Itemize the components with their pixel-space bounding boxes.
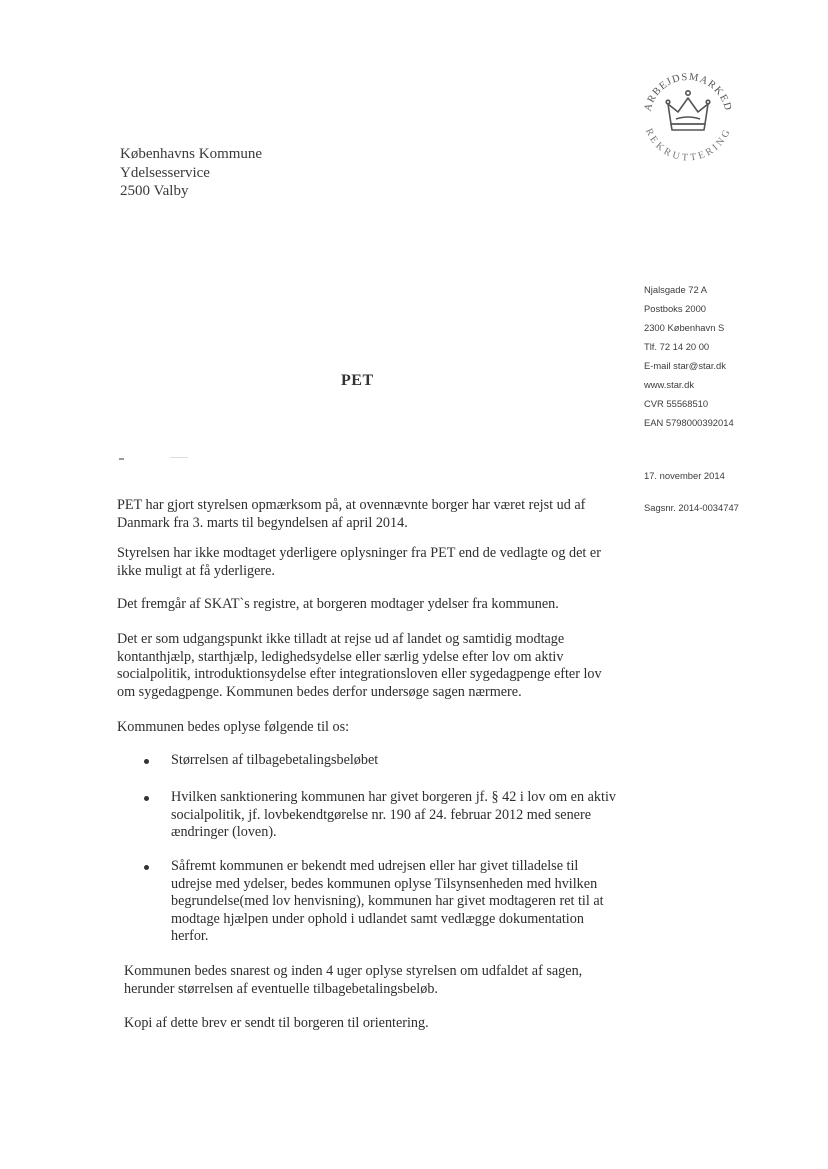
body-paragraph: Det fremgår af SKAT`s registre, at borgeren modtager ydelser fra kommunen. — [117, 596, 559, 612]
subject-title: PET — [341, 372, 374, 389]
body-paragraph: Det er som udgangspunkt ikke tilladt at rejse ud af landet og samtidig modtage kontanthjælp, starthjælp, ledighedsydelse eller særlig ydelse efter lov om aktiv socialpolitik, introduktionsydelse efter integrationsloven eller sygedagpenge efter lov om sygedagpenge. Kommunen bedes derfor undersøge sagen nærmere. — [117, 631, 602, 700]
body-paragraph: Styrelsen har ikke modtaget yderligere oplysninger fra PET end de vedlagte og det er ikke muligt at få yderligere. — [117, 545, 601, 579]
closing-paragraph: Kommunen bedes snarest og inden 4 uger oplyse styrelsen om udfaldet af sagen, herunder størrelsen af eventuelle tilbagebetalingsbeløb. — [124, 963, 583, 997]
scan-mark — [119, 458, 124, 460]
sender-email: E-mail star@star.dk — [644, 360, 726, 371]
recipient-city: 2500 Valby — [120, 183, 189, 199]
bullet-icon — [144, 865, 149, 870]
list-item-text: Størrelsen af tilbagebetalingsbeløbet — [171, 752, 379, 768]
svg-text:ARBEJDSMARKED — [643, 72, 734, 113]
sender-cvr: CVR 55568510 — [644, 398, 709, 409]
sender-phone: Tlf. 72 14 20 00 — [644, 341, 710, 352]
sender-city: 2300 København S — [644, 322, 725, 333]
case-number: Sagsnr. 2014-0034747 — [644, 502, 739, 513]
sender-ean: EAN 5798000392014 — [644, 417, 734, 428]
body-paragraph: PET har gjort styrelsen opmærksom på, at ovennævnte borger har været rejst ud af Danmark fra 3. marts til begyndelsen af april 2014. — [117, 497, 586, 531]
logo-text-bottom: REKRUTTERING — [642, 126, 734, 164]
bullet-icon — [144, 796, 149, 801]
crown-seal-icon — [636, 62, 740, 166]
closing-paragraph: Kopi af dette brev er sendt til borgeren til orientering. — [124, 1015, 429, 1031]
list-item-text: Hvilken sanktionering kommunen har givet borgeren jf. § 42 i lov om en aktiv socialpolitik, jf. lovbekendtgørelse nr. 190 af 24. februar 2012 med senere ændringer (loven). — [171, 789, 616, 840]
logo-text-top: ARBEJDSMARKED — [642, 71, 734, 113]
sender-po-box: Postboks 2000 — [644, 303, 707, 314]
svg-text:REKRUTTERING — [643, 127, 733, 164]
sender-address: Njalsgade 72 A — [644, 284, 708, 295]
scan-mark — [170, 457, 188, 458]
recipient-department: Ydelsesservice — [120, 164, 210, 181]
recipient-address — [120, 145, 262, 201]
agency-logo — [636, 62, 740, 166]
body-paragraph: Kommunen bedes oplyse følgende til os: — [117, 719, 350, 735]
list-item-text: Såfremt kommunen er bekendt med udrejsen eller har givet tilladelse til udrejse med ydelser, bedes kommunen oplyse Tilsynsenheden med hvilken begrundelse(med lov henvisning), kommunen har givet modtageren ret til at modtage hjælpen under ophold i udlandet samt vedlægge dokumentation herfor. — [171, 858, 604, 944]
letter-date: 17. november 2014 — [644, 470, 725, 481]
recipient-name: Københavns Kommune — [120, 146, 263, 162]
bullet-icon — [144, 759, 149, 764]
sender-info — [644, 280, 734, 432]
sender-web: www.star.dk — [644, 379, 695, 390]
